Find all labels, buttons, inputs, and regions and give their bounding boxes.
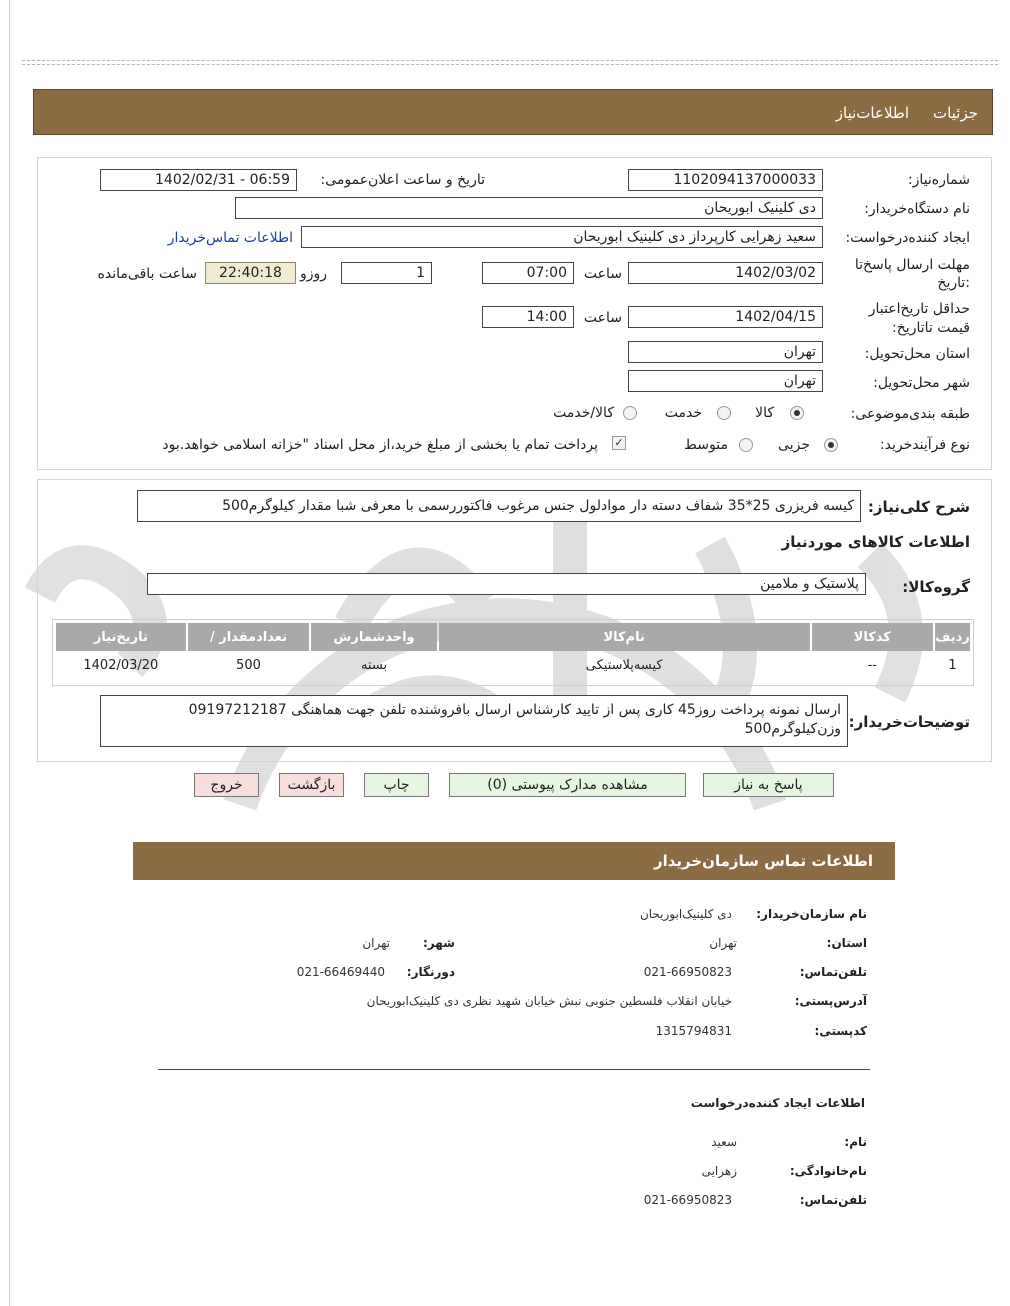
goods-info-title: اطلاعات کالاهای موردنیاز	[781, 533, 970, 551]
treasury-payment-label: پرداخت تمام یا بخشی از مبلغ خرید،از محل اسناد "خزانه اسلامی خواهد.بود	[162, 437, 598, 453]
category-radio-service[interactable]	[717, 406, 731, 420]
validity-label: حداقل تاریخ‌اعتبار	[868, 301, 970, 317]
category-radio-goods-service[interactable]	[623, 406, 637, 420]
requester-field: سعید زهرایی کارپرداز دی کلینیک ابوریحان	[301, 226, 823, 248]
process-radio-medium[interactable]	[739, 438, 753, 452]
contact-org-value: دی کلینیک‌ابوریحان	[639, 907, 732, 921]
province-field: تهران	[628, 341, 823, 363]
process-option-minor: جزیی	[778, 437, 810, 453]
announce-date-label: تاریخ و ساعت اعلان‌عمومی:	[320, 172, 485, 188]
category-option-goods: کالا	[755, 405, 774, 421]
cell-unit: بسته	[360, 657, 388, 673]
back-button[interactable]: بازگشت	[279, 773, 344, 797]
col-name: نام‌کالا	[439, 623, 810, 651]
deadline-time-field: 07:00	[482, 262, 574, 284]
contact-province-value: تهران	[709, 936, 737, 950]
print-button[interactable]: چاپ	[364, 773, 429, 797]
reply-button[interactable]: پاسخ به نیاز	[703, 773, 834, 797]
cell-row: 1	[948, 657, 957, 673]
validity-label-line2: قیمت تا‌تاریخ:	[892, 320, 970, 336]
buyer-org-label: نام دستگاه‌خریدار:	[864, 201, 970, 217]
days-remaining-field: 1	[341, 262, 432, 284]
days-label: روزو	[299, 266, 327, 282]
creator-section-title: اطلاعات ایجاد کننده‌درخواست	[690, 1096, 865, 1110]
treasury-payment-checkbox[interactable]: ✓	[612, 436, 626, 450]
creator-family-value: زهرایی	[701, 1164, 737, 1178]
tab-need-info[interactable]: اطلاعات‌نیاز	[835, 104, 909, 122]
col-qty: تعدادمقدار /	[188, 623, 310, 651]
description-field: کیسه فریزری 25*35 شفاف دسته دار موادلول جنس مرغوب فاکتوررسمی با معرفی شبا مقدار کیلوگرم500	[137, 490, 861, 522]
contact-address-label: آدرس‌پستی:	[794, 994, 867, 1008]
category-radio-goods[interactable]	[790, 406, 804, 420]
remaining-time-field: 22:40:18	[205, 262, 296, 284]
process-option-medium: متوسط	[684, 437, 728, 453]
contact-city-value: تهران	[362, 936, 390, 950]
contact-fax-label: دورنگار:	[406, 965, 455, 979]
creator-phone-label: تلفن‌تماس:	[799, 1193, 867, 1207]
category-option-goods-service: کالا/خدمت	[553, 405, 614, 421]
deadline-label: مهلت ارسال پاسخ‌تا	[854, 257, 970, 273]
buyer-org-field: دی کلینیک ابوریحان	[235, 197, 823, 219]
dotted-divider	[22, 64, 998, 65]
buyer-notes-line1: ارسال نمونه پرداخت روز45 کاری پس از تایید کارشناس ارسال بافروشنده تلفن جهت هماهنگی 09197212187	[188, 702, 841, 718]
city-label: شهر محل‌تحویل:	[873, 375, 970, 391]
need-number-label: شماره‌نیاز:	[907, 172, 970, 188]
creator-phone-value: 021-66950823	[643, 1193, 732, 1207]
view-attachments-button[interactable]: مشاهده مدارک پیوستی (0)	[449, 773, 686, 797]
col-date: تاریخ‌نیاز	[56, 623, 186, 651]
dotted-divider	[22, 60, 998, 61]
col-row: ردیف	[935, 623, 970, 651]
creator-name-label: نام:	[844, 1135, 867, 1149]
contact-section-title: اطلاعات تماس سازمان‌خریدار	[653, 852, 873, 870]
buyer-notes-field	[100, 695, 848, 747]
creator-name-value: سعید	[711, 1135, 737, 1149]
need-number-field: 1102094137000033	[628, 169, 823, 191]
deadline-date-field: 1402/03/02	[628, 262, 823, 284]
exit-button[interactable]: خروج	[194, 773, 259, 797]
goods-group-field: پلاستیک و ملامین	[147, 573, 866, 595]
validity-date-field: 1402/04/15	[628, 306, 823, 328]
contact-province-label: استان:	[826, 936, 867, 950]
requester-label: ایجاد کننده‌درخواست:	[845, 230, 970, 246]
remaining-time-label: ساعت باقی‌مانده	[97, 266, 197, 282]
process-radio-minor[interactable]	[824, 438, 838, 452]
city-field: تهران	[628, 370, 823, 392]
description-label: شرح کلی‌نیاز:	[867, 498, 970, 516]
cell-qty: 500	[236, 657, 261, 673]
buyer-contact-link[interactable]: اطلاعات تماس‌خریدار	[167, 230, 293, 246]
table-row	[56, 653, 970, 677]
contact-fax-value: 021-66469440	[296, 965, 385, 979]
items-table	[54, 621, 972, 679]
buyer-notes-line2: وزن‌کیلوگرم500	[744, 721, 841, 737]
cell-date: 1402/03/20	[83, 657, 159, 673]
contact-postal-label: کد‌پستی:	[814, 1024, 867, 1038]
deadline-time-label: ساعت	[583, 266, 622, 282]
province-label: استان محل‌تحویل:	[864, 346, 970, 362]
contact-address-value: خیابان انقلاب فلسطین جنوبی نبش خیابان شهید نظری دی کلینیک‌ابوریحان	[366, 994, 732, 1008]
goods-group-label: گروه‌کالا:	[902, 578, 970, 596]
contact-postal-value: 1315794831	[655, 1024, 732, 1038]
col-unit: واحدشمارش	[311, 623, 437, 651]
category-label: طبقه بندی‌موضوعی:	[850, 406, 970, 422]
tab-details[interactable]: جزئیات	[933, 104, 978, 122]
tab-bar	[33, 89, 993, 135]
deadline-label-line2: :تاریخ	[937, 275, 970, 291]
validity-time-label: ساعت	[583, 310, 622, 326]
contact-city-label: شهر:	[423, 936, 455, 950]
cell-code: --	[867, 657, 877, 673]
contact-org-label: نام سازمان‌خریدار:	[756, 907, 867, 921]
section-divider	[158, 1069, 870, 1070]
validity-time-field: 14:00	[482, 306, 574, 328]
contact-phone-label: تلفن‌تماس:	[799, 965, 867, 979]
contact-phone-value: 021-66950823	[643, 965, 732, 979]
process-label: نوع فرآیند‌خرید:	[879, 437, 970, 453]
buyer-notes-label: توضیحات‌خریدار:	[848, 713, 970, 731]
contact-section-header	[133, 842, 895, 880]
col-code: کدکالا	[812, 623, 934, 651]
announce-date-field: 1402/02/31 - 06:59	[100, 169, 297, 191]
creator-family-label: نام‌خانوادگی:	[789, 1164, 867, 1178]
cell-name: کیسه‌پلاستیکی	[585, 657, 663, 673]
category-option-service: خدمت	[664, 405, 702, 421]
